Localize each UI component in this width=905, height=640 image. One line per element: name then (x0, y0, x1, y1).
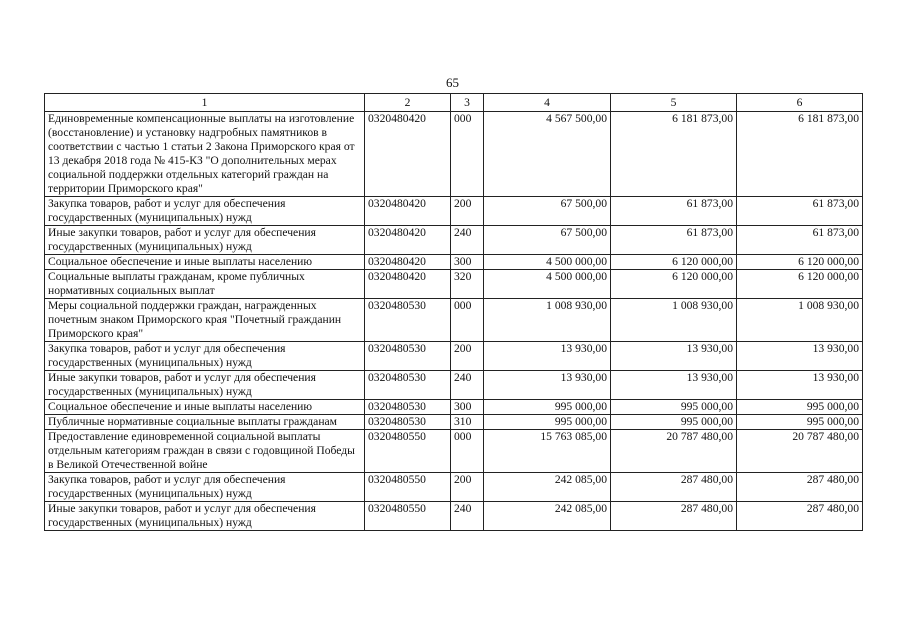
expense-type-code-cell: 310 (451, 415, 484, 430)
expense-type-code-cell: 240 (451, 226, 484, 255)
expense-type-code-cell: 200 (451, 342, 484, 371)
row-name-cell: Закупка товаров, работ и услуг для обеспечения государственных (муниципальных) нужд (45, 197, 365, 226)
amount-cell-col6: 13 930,00 (737, 342, 863, 371)
amount-cell-col5: 287 480,00 (611, 473, 737, 502)
expense-type-code-cell: 240 (451, 371, 484, 400)
amount-cell-col4: 13 930,00 (484, 371, 611, 400)
column-header: 6 (737, 94, 863, 112)
target-article-code-cell: 0320480550 (365, 502, 451, 531)
table-row (45, 502, 863, 531)
expense-type-code-cell: 320 (451, 270, 484, 299)
table-row (45, 226, 863, 255)
target-article-code-cell: 0320480420 (365, 226, 451, 255)
row-name-cell: Иные закупки товаров, работ и услуг для обеспечения государственных (муниципальных) нужд (45, 226, 365, 255)
amount-cell-col4: 995 000,00 (484, 400, 611, 415)
amount-cell-col5: 1 008 930,00 (611, 299, 737, 342)
table-row (45, 197, 863, 226)
amount-cell-col4: 13 930,00 (484, 342, 611, 371)
table-row (45, 430, 863, 473)
amount-cell-col6: 1 008 930,00 (737, 299, 863, 342)
amount-cell-col4: 995 000,00 (484, 415, 611, 430)
amount-cell-col5: 995 000,00 (611, 415, 737, 430)
column-header: 1 (45, 94, 365, 112)
expense-type-code-cell: 200 (451, 197, 484, 226)
amount-cell-col6: 61 873,00 (737, 197, 863, 226)
expense-type-code-cell: 000 (451, 299, 484, 342)
page-number: 65 (446, 75, 459, 90)
table-row (45, 112, 863, 197)
row-name-cell: Социальное обеспечение и иные выплаты населению (45, 400, 365, 415)
amount-cell-col4: 1 008 930,00 (484, 299, 611, 342)
target-article-code-cell: 0320480550 (365, 430, 451, 473)
amount-cell-col5: 6 181 873,00 (611, 112, 737, 197)
amount-cell-col6: 6 120 000,00 (737, 255, 863, 270)
expense-type-code-cell: 000 (451, 112, 484, 197)
amount-cell-col6: 6 120 000,00 (737, 270, 863, 299)
row-name-cell: Закупка товаров, работ и услуг для обеспечения государственных (муниципальных) нужд (45, 473, 365, 502)
row-name-cell: Иные закупки товаров, работ и услуг для обеспечения государственных (муниципальных) нужд (45, 371, 365, 400)
table-row (45, 415, 863, 430)
target-article-code-cell: 0320480530 (365, 371, 451, 400)
table-header-row (45, 94, 863, 112)
amount-cell-col5: 6 120 000,00 (611, 270, 737, 299)
target-article-code-cell: 0320480530 (365, 342, 451, 371)
target-article-code-cell: 0320480530 (365, 299, 451, 342)
amount-cell-col5: 61 873,00 (611, 226, 737, 255)
target-article-code-cell: 0320480420 (365, 270, 451, 299)
amount-cell-col5: 995 000,00 (611, 400, 737, 415)
amount-cell-col4: 15 763 085,00 (484, 430, 611, 473)
expense-type-code-cell: 300 (451, 255, 484, 270)
amount-cell-col6: 6 181 873,00 (737, 112, 863, 197)
target-article-code-cell: 0320480420 (365, 112, 451, 197)
table-row (45, 473, 863, 502)
column-header: 2 (365, 94, 451, 112)
table-row (45, 255, 863, 270)
row-name-cell: Публичные нормативные социальные выплаты гражданам (45, 415, 365, 430)
amount-cell-col6: 287 480,00 (737, 473, 863, 502)
table-row (45, 270, 863, 299)
amount-cell-col4: 4 567 500,00 (484, 112, 611, 197)
row-name-cell: Иные закупки товаров, работ и услуг для обеспечения государственных (муниципальных) нужд (45, 502, 365, 531)
amount-cell-col6: 995 000,00 (737, 400, 863, 415)
target-article-code-cell: 0320480530 (365, 415, 451, 430)
amount-cell-col6: 13 930,00 (737, 371, 863, 400)
amount-cell-col5: 287 480,00 (611, 502, 737, 531)
amount-cell-col4: 242 085,00 (484, 473, 611, 502)
row-name-cell: Социальные выплаты гражданам, кроме публичных нормативных социальных выплат (45, 270, 365, 299)
amount-cell-col4: 67 500,00 (484, 226, 611, 255)
target-article-code-cell: 0320480420 (365, 197, 451, 226)
expense-type-code-cell: 200 (451, 473, 484, 502)
expense-type-code-cell: 300 (451, 400, 484, 415)
amount-cell-col5: 20 787 480,00 (611, 430, 737, 473)
row-name-cell: Единовременные компенсационные выплаты на изготовление (восстановление) и установку надгробных памятников в соответствии с частью 1 статьи 2 Закона Приморского края от 13 декабря 2018 года № 415-КЗ "О дополнительных мерах социальной поддержки отдельных категорий граждан на территории Приморского края" (45, 112, 365, 197)
target-article-code-cell: 0320480420 (365, 255, 451, 270)
table-row (45, 371, 863, 400)
row-name-cell: Предоставление единовременной социальной выплаты отдельным категориям граждан в связи с годовщиной Победы в Великой Отечественной войне (45, 430, 365, 473)
amount-cell-col6: 20 787 480,00 (737, 430, 863, 473)
expense-type-code-cell: 240 (451, 502, 484, 531)
table-row (45, 400, 863, 415)
table-row (45, 342, 863, 371)
column-header: 5 (611, 94, 737, 112)
amount-cell-col4: 67 500,00 (484, 197, 611, 226)
row-name-cell: Закупка товаров, работ и услуг для обеспечения государственных (муниципальных) нужд (45, 342, 365, 371)
column-header: 4 (484, 94, 611, 112)
amount-cell-col6: 995 000,00 (737, 415, 863, 430)
column-header: 3 (451, 94, 484, 112)
table-row (45, 299, 863, 342)
target-article-code-cell: 0320480530 (365, 400, 451, 415)
row-name-cell: Меры социальной поддержки граждан, награжденных почетным знаком Приморского края "Почетный гражданин Приморского края" (45, 299, 365, 342)
amount-cell-col5: 13 930,00 (611, 371, 737, 400)
amount-cell-col6: 287 480,00 (737, 502, 863, 531)
target-article-code-cell: 0320480550 (365, 473, 451, 502)
budget-table (44, 93, 863, 531)
row-name-cell: Социальное обеспечение и иные выплаты населению (45, 255, 365, 270)
amount-cell-col4: 4 500 000,00 (484, 270, 611, 299)
amount-cell-col4: 242 085,00 (484, 502, 611, 531)
expense-type-code-cell: 000 (451, 430, 484, 473)
amount-cell-col5: 61 873,00 (611, 197, 737, 226)
amount-cell-col5: 6 120 000,00 (611, 255, 737, 270)
amount-cell-col4: 4 500 000,00 (484, 255, 611, 270)
amount-cell-col6: 61 873,00 (737, 226, 863, 255)
amount-cell-col5: 13 930,00 (611, 342, 737, 371)
